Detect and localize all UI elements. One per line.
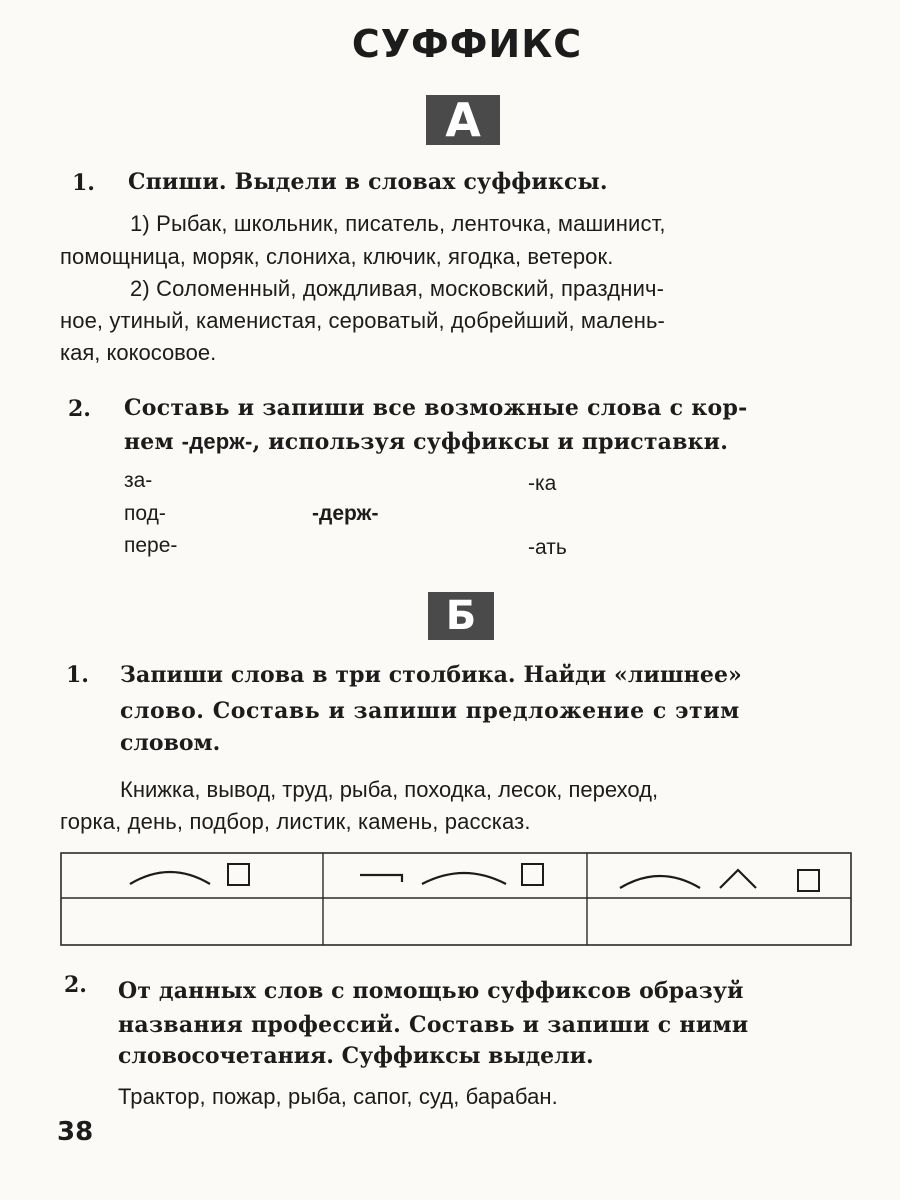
task-b2-instruction-line2: названия профессий. Составь и запиши с ними [118, 1012, 749, 1038]
prefix-pere: пере- [124, 534, 178, 557]
task-b1-instruction-line1: Запиши слова в три столбика. Найди «лишнее» [120, 662, 742, 688]
task-b1-number: 1. [66, 662, 89, 688]
task-a2-prefix-text: нем [124, 429, 182, 455]
task-a1-list1-line1: 1) Рыбак, школьник, писатель, ленточка, машинист, [130, 211, 666, 236]
task-b1-instruction-line2: слово. Составь и запиши предложение с этим [120, 698, 740, 724]
task-a1-number: 1. [72, 170, 95, 196]
task-b1-words-line1: Книжка, вывод, труд, рыба, походка, лесок, переход, [120, 777, 659, 802]
task-a1-list1-line2: помощница, моряк, слониха, ключик, ягодка, ветерок. [60, 244, 614, 269]
prefix-za: за- [124, 469, 153, 492]
task-a2-instruction-line1: Составь и запиши все возможные слова с кор- [124, 395, 748, 421]
task-a1-instruction: Спиши. Выдели в словах суффиксы. [128, 169, 608, 195]
root-arc-icon [620, 876, 700, 888]
task-b2-words: Трактор, пожар, рыба, сапог, суд, барабан. [118, 1084, 558, 1109]
task-a2-instruction-line2 [124, 426, 728, 458]
task-b1-words-line2: горка, день, подбор, листик, камень, рассказ. [60, 809, 531, 834]
task-b1-instruction-line3: словом. [120, 730, 221, 756]
page-title: СУФФИКС [351, 22, 583, 66]
scheme-root-suffix-ending [620, 870, 819, 891]
prefix-pod: под- [124, 502, 166, 525]
task-a1-list2-line2: ное, утиный, каменистая, сероватый, добрейший, малень- [60, 308, 665, 333]
task-b2-number: 2. [64, 972, 87, 998]
task-a2-root-text: -держ- [181, 429, 253, 454]
suffix-caret-icon [720, 870, 756, 888]
page-number: 38 [57, 1117, 94, 1147]
task-b2-instruction-line3: словосочетания. Суффиксы выдели. [118, 1043, 594, 1069]
ending-box-icon [228, 864, 249, 885]
task-a2-suffix-text: , используя суффиксы и приставки. [252, 429, 729, 455]
scheme-root-ending [130, 864, 249, 885]
word-structure-table [60, 852, 852, 946]
task-a1-list2-line1: 2) Соломенный, дождливая, московский, празднич- [130, 276, 665, 301]
task-b2-instruction-line1: От данных слов с помощью суффиксов образуй [118, 978, 744, 1004]
root-arc-icon [422, 873, 506, 884]
word-structure-grid [60, 852, 852, 946]
prefix-mark-icon [360, 875, 402, 882]
ending-box-icon [798, 870, 819, 891]
table-border [61, 853, 851, 945]
scheme-prefix-root-ending [360, 864, 543, 885]
section-b-badge: Б [428, 592, 494, 640]
root-derzh: -держ- [312, 502, 379, 525]
ending-box-icon [522, 864, 543, 885]
task-a1-list2-line3: кая, кокосовое. [60, 340, 217, 365]
task-a2-number: 2. [68, 396, 91, 422]
section-a-badge: А [426, 95, 500, 145]
suffix-ka: -ка [528, 472, 557, 495]
suffix-at: -ать [528, 536, 567, 559]
root-arc-icon [130, 872, 210, 884]
